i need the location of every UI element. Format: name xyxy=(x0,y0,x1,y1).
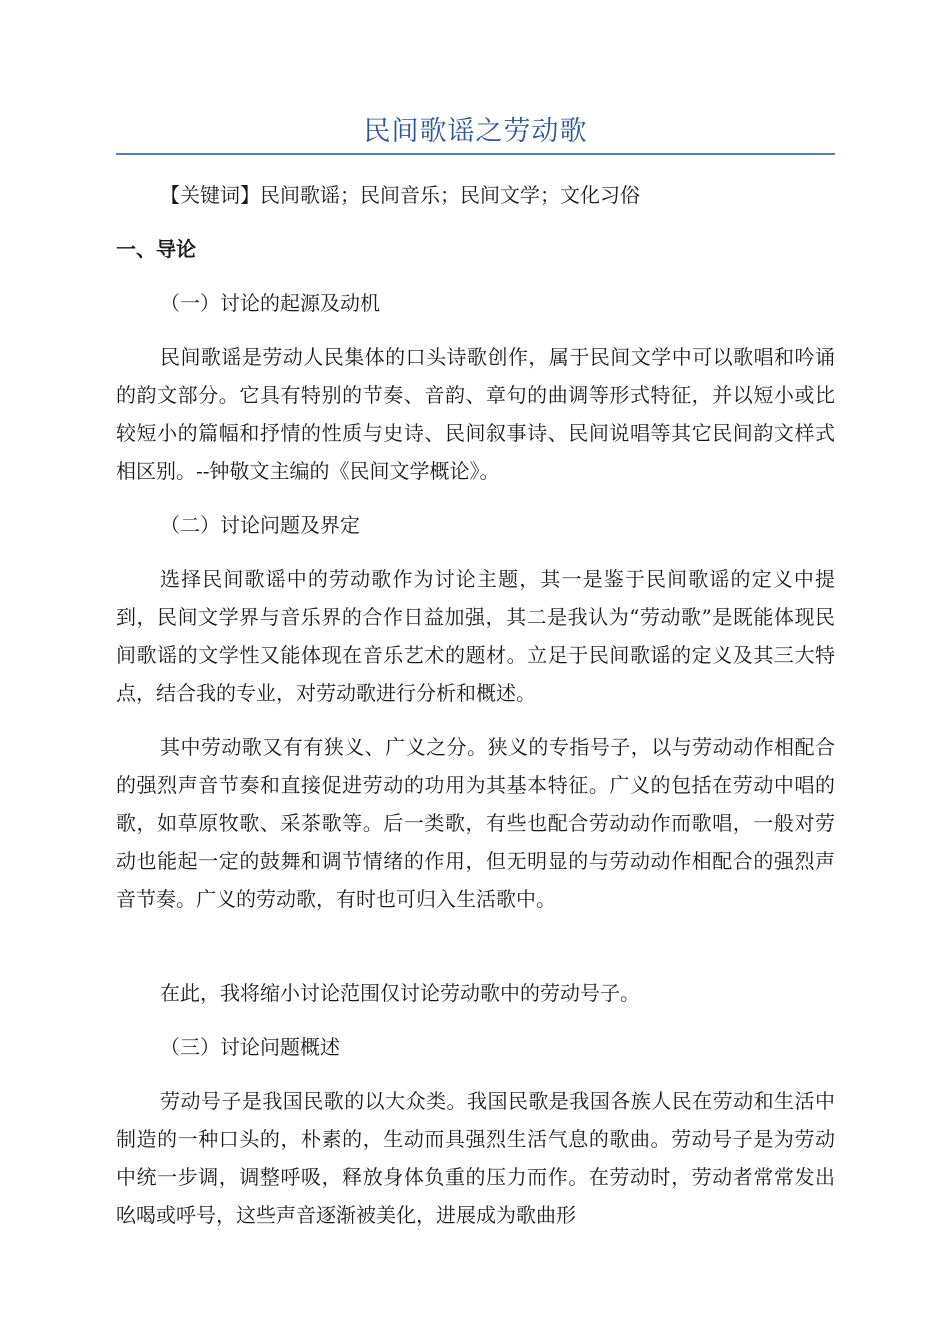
paragraph-1 xyxy=(116,338,835,490)
paragraph-text: 选择民间歌谣中的劳动歌作为讨论主题，其一是鉴于民间歌谣的定义中提到，民间文学界与音乐界的合作日益加强，其二是我认为“劳动歌”是既能体现民间歌谣的文学性又能体现在音乐艺术的题材。立足于民间歌谣的定义及其三大特点，结合我的专业，对劳动歌进行分析和概述。 xyxy=(116,567,835,705)
paragraph-text: 在此，我将缩小讨论范围仅讨论劳动歌中的劳动号子。 xyxy=(160,981,640,1005)
subsection-heading-1: （一）讨论的起源及动机 xyxy=(160,291,380,315)
paragraph-text: 其中劳动歌又有有狭义、广义之分。狭义的专指号子，以与劳动动作相配合的强烈声音节奏和直接促进劳动的功用为其基本特征。广义的包括在劳动中唱的歌，如草原牧歌、采茶歌等。后一类歌，有些也配合劳动动作而歌唱，一般对劳动也能起一定的鼓舞和调节情绪的作用，但无明显的与劳动动作相配合的强烈声音节奏。广义的劳动歌，有时也可归入生活歌中。 xyxy=(116,735,835,911)
document-title: 民间歌谣之劳动歌 xyxy=(363,116,588,147)
keywords-line xyxy=(116,176,835,214)
title-underline xyxy=(116,153,835,155)
paragraph-text: 劳动号子是我国民歌的以大众类。我国民歌是我国各族人民在劳动和生活中制造的一种口头的，朴素的，生动而具强烈生活气息的歌曲。劳动号子是为劳动中统一步调，调整呼吸，释放身体负重的压力而作。在劳动时，劳动者常常发出吆喝或呼号，这些声音逐渐被美化，进展成为歌曲形 xyxy=(116,1089,835,1227)
paragraph-text: 民间歌谣是劳动人民集体的口头诗歌创作，属于民间文学中可以歌唱和吟诵的韵文部分。它具有特别的节奏、音韵、章句的曲调等形式特征，并以短小或比较短小的篇幅和抒情的性质与史诗、民间叙事诗、民间说唱等其它民间韵文样式相区别。--钟敬文主编的《民间文学概论》。 xyxy=(116,345,835,483)
paragraph-3 xyxy=(116,728,835,918)
subsection-heading-3: （三）讨论问题概述 xyxy=(160,1035,340,1059)
keywords-text: 【关键词】民间歌谣；民间音乐；民间文学；文化习俗 xyxy=(160,183,640,207)
subsection-heading-2: （二）讨论问题及界定 xyxy=(160,513,360,537)
section-heading: 一、导论 xyxy=(116,237,196,261)
paragraph-5 xyxy=(116,1082,835,1234)
paragraph-4 xyxy=(116,974,835,1012)
paragraph-2 xyxy=(116,560,835,712)
